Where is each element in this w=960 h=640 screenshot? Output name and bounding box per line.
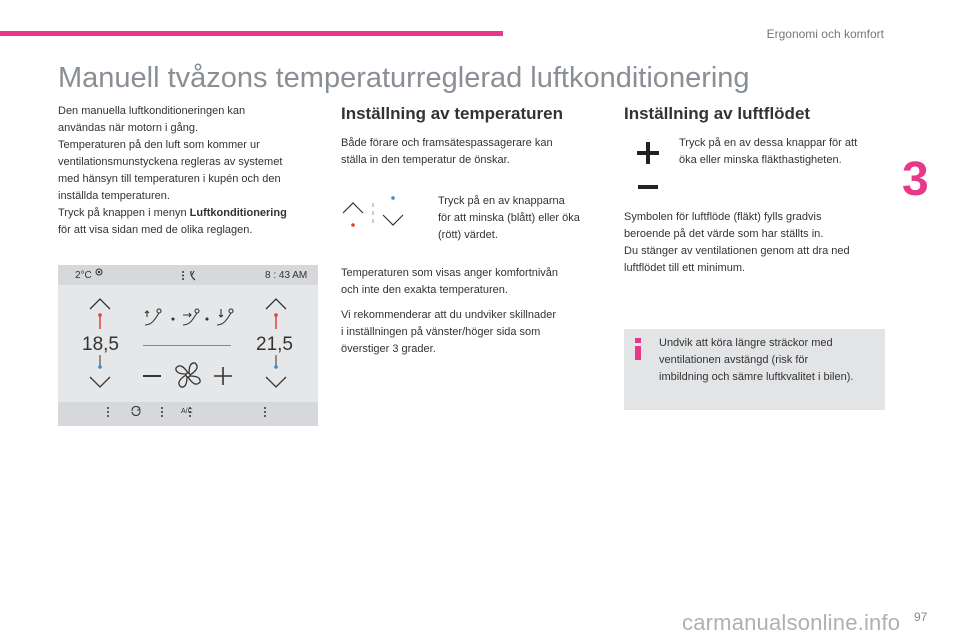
temperature-buttons-icon <box>341 195 405 229</box>
text-line: Tryck på en av dessa knappar för att <box>679 137 858 149</box>
text-line: Både förare och framsätespassagerare kan <box>341 137 553 149</box>
menu-dots-icon[interactable] <box>263 406 267 418</box>
fan-icon <box>173 360 203 390</box>
info-note-text <box>659 335 883 386</box>
text-line: och inte den exakta temperaturen. <box>341 284 508 296</box>
temperature-note <box>341 265 603 299</box>
watermark: carmanualsonline.info <box>682 610 901 635</box>
text-line: Tryck på en av knapparna <box>438 195 565 207</box>
temperature-paragraph <box>341 135 601 169</box>
fan-minus-button[interactable] <box>143 375 161 377</box>
snowflake-icon <box>95 268 103 276</box>
ac-button[interactable]: A/C <box>181 408 193 415</box>
text-line: Undvik att köra längre sträckor med <box>659 337 833 349</box>
left-temp-down-arrow <box>90 377 110 387</box>
climate-screen <box>58 265 318 426</box>
intro-line: användas när motorn i gång. <box>58 122 199 134</box>
intro-line: Den manuella luftkonditioneringen kan <box>58 105 246 117</box>
text-line: Vi rekommenderar att du undviker skillnader <box>341 309 557 321</box>
airflow-heading: Inställning av luftflödet <box>624 104 811 123</box>
intro-line: ventilationsmunstyckena regleras av systemet <box>58 156 283 168</box>
section-title: Ergonomi och komfort <box>766 27 884 41</box>
intro-line: med hänsyn till temperaturen i kupén och den <box>58 173 281 185</box>
left-temperature[interactable]: 18,5 <box>82 334 119 355</box>
text-line: ställa in den temperatur de önskar. <box>341 154 510 166</box>
text-line: Symbolen för luftflöde (fläkt) fylls gradvis <box>624 211 822 223</box>
intro-line <box>58 205 320 222</box>
intro-text-plain: Tryck på knappen i menyn <box>58 207 190 219</box>
temperature-heading: Inställning av temperaturen <box>341 104 563 123</box>
page-number: 97 <box>914 610 928 624</box>
text-line: för att minska (blått) eller öka <box>438 212 580 224</box>
divider <box>143 345 231 346</box>
airflow-paragraph <box>624 209 888 277</box>
text-line: i inställningen på vänster/höger sida som <box>341 326 541 338</box>
text-line: imbildning och sämre luftkvalitet i bilen). <box>659 371 854 383</box>
info-icon <box>631 337 645 361</box>
text-line: luftflödet till ett minimum. <box>624 262 746 274</box>
phone-menu-icon[interactable] <box>181 270 199 281</box>
top-accent-bar <box>0 31 503 36</box>
intro-line: för att visa sidan med de olika reglagen. <box>58 224 253 236</box>
text-line: Du stänger av ventilationen genom att dra ned <box>624 245 850 257</box>
outside-temperature: 2°C <box>75 270 92 281</box>
chapter-number: 3 <box>902 153 929 206</box>
text-line: överstiger 3 grader. <box>341 343 436 355</box>
text-line: beroende på det värde som har ställts in. <box>624 228 824 240</box>
plus-minus-icon <box>628 138 668 198</box>
page-title: Manuell tvåzons temperaturreglerad luftkonditionering <box>58 62 750 94</box>
text-line: öka eller minska fläkthastigheten. <box>679 154 842 166</box>
menu-dots-icon[interactable] <box>160 406 164 418</box>
right-temperature[interactable]: 21,5 <box>256 334 293 355</box>
left-temp-up-arrow <box>90 299 110 309</box>
air-distribution-icons[interactable] <box>143 307 243 329</box>
recirculation-icon[interactable] <box>130 405 142 417</box>
airflow-step <box>679 135 889 169</box>
text-line: ventilationen avstängd (risk för <box>659 354 809 366</box>
temperature-step <box>420 193 600 244</box>
clock: 8 : 43 AM <box>265 270 308 281</box>
intro-line: Temperaturen på den luft som kommer ur <box>58 139 260 151</box>
fan-plus-button[interactable] <box>213 366 233 386</box>
intro-text <box>58 103 320 239</box>
text-line: Temperaturen som visas anger komfortnivån <box>341 267 559 279</box>
temperature-recommendation <box>341 307 603 358</box>
menu-name: Luftkonditionering <box>189 207 287 219</box>
menu-dots-icon[interactable] <box>106 406 110 418</box>
text-line: (rött) värdet. <box>438 229 498 241</box>
intro-line: inställda temperaturen. <box>58 190 170 202</box>
